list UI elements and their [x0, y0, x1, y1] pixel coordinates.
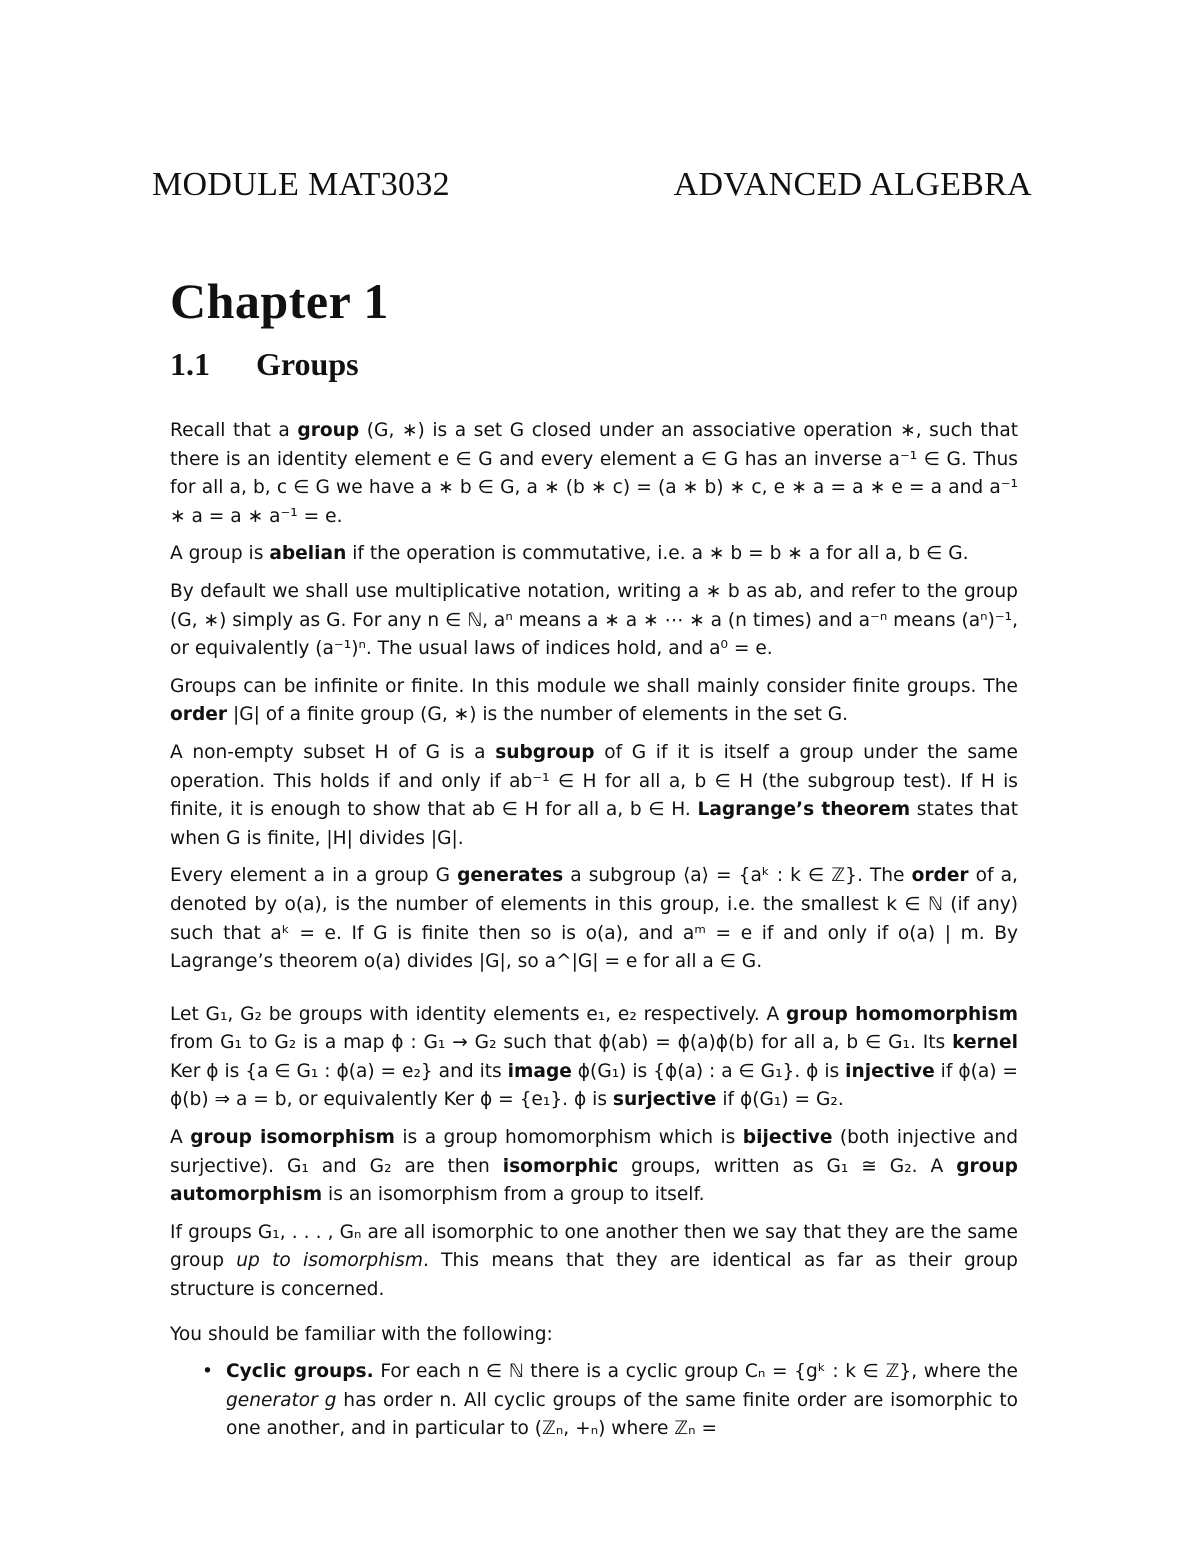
keyword-group: group — [297, 420, 360, 441]
keyword-lagrange: Lagrange’s theorem — [697, 799, 911, 821]
paragraph-generates: Every element a in a group G generates a subgroup ⟨a⟩ = {aᵏ : k ∈ ℤ}. The order of a, denoted by o(a), is the number of elements in this group, i.e. the smallest k ∈ ℕ (if any) such that aᵏ = e. If G is finite then so is o(a), and aᵐ = e if and only if o(a) | m. By Lagrange’s theorem o(a) divides |G|, so a^|G| = e for all a ∈ G. — [170, 865, 1018, 973]
section-title: Groups — [256, 346, 359, 382]
paragraph-abelian: A group is abelian if the operation is commutative, i.e. a ∗ b = b ∗ a for all a, b ∈ G. — [170, 543, 969, 565]
keyword-injective: injective — [845, 1060, 935, 1082]
keyword-homomorphism: group homomorphism — [786, 1003, 1018, 1025]
keyword-image: image — [507, 1060, 572, 1082]
paragraph-order: Groups can be infinite or finite. In this module we shall mainly consider finite groups. The order |G| of a finite group (G, ∗) is the number of elements in the set G. — [170, 675, 1018, 726]
keyword-surjective: surjective — [612, 1089, 717, 1111]
paragraph-group-definition: Recall that a group (G, ∗) is a set G closed under an associative operation ∗, such that there is an identity element e ∈ G and every element a ∈ G has an inverse a⁻¹ ∈ G. Thus for all a, b, c ∈ G we have a ∗ b ∈ G, a ∗ (b ∗ c) = (a ∗ b) ∗ c, e ∗ a = a ∗ e = a and a⁻¹ ∗ a = a ∗ a⁻¹ = e. — [170, 420, 1019, 527]
list-item-cyclic-groups: • Cyclic groups. For each n ∈ ℕ there is a cyclic group Cₙ = {gᵏ : k ∈ ℤ}, where the generator g has order n. All cyclic groups of the same finite order are isomorphic to one another, and in particular to (ℤₙ, +ₙ) where ℤₙ = — [170, 1358, 1018, 1444]
course-title: ADVANCED ALGEBRA — [673, 166, 1032, 203]
chapter-title: Chapter 1 — [170, 273, 389, 329]
paragraph-notation: By default we shall use multiplicative notation, writing a ∗ b as ab, and refer to the group (G, ∗) simply as G. For any n ∈ ℕ, aⁿ means a ∗ a ∗ ⋯ ∗ a (n times) and a⁻ⁿ means (aⁿ)⁻¹, or equivalently (a⁻¹)ⁿ. The usual laws of indices hold, and a⁰ = e. — [170, 580, 1018, 660]
paragraph-familiar: You should be familiar with the following: — [170, 1323, 553, 1345]
keyword-cyclic-groups: Cyclic groups. — [226, 1361, 374, 1383]
paragraph-up-to-isomorphism: If groups G₁, . . . , Gₙ are all isomorphic to one another then we say that they are the same group up to isomorphism. This means that they are identical as far as their group structure is concerned. — [170, 1221, 1018, 1301]
keyword-order: order — [170, 704, 228, 726]
keyword-isomorphism: group isomorphism — [190, 1127, 395, 1149]
keyword-bijective: bijective — [742, 1127, 833, 1149]
paragraph-isomorphism: A group isomorphism is a group homomorphism which is bijective (both injective and surjective). G₁ and G₂ are then isomorphic groups, written as G₁ ≅ G₂. A group automorphism is an isomorphism from a group to itself. — [170, 1127, 1019, 1206]
keyword-abelian: abelian — [269, 543, 347, 565]
emphasis-up-to-isomorphism: up to isomorphism — [236, 1250, 423, 1272]
module-code: MODULE MAT3032 — [152, 166, 450, 203]
emphasis-generator: generator g — [226, 1389, 337, 1411]
module-header — [152, 166, 1032, 204]
bullet-list — [170, 1358, 1018, 1444]
bullet-icon: • — [202, 1361, 213, 1383]
paragraph-subgroup: A non-empty subset H of G is a subgroup of G if it is itself a group under the same operation. This holds if and only if ab⁻¹ ∈ H for all a, b ∈ H (the subgroup test). If H is finite, it is enough to show that ab ∈ H for all a, b ∈ H. Lagrange’s theorem states that when G is finite, |H| divides |G|. — [170, 741, 1018, 849]
section-number: 1.1 — [170, 346, 210, 382]
keyword-isomorphic: isomorphic — [502, 1155, 619, 1177]
keyword-subgroup: subgroup — [495, 741, 595, 763]
keyword-generates: generates — [457, 865, 564, 887]
keyword-element-order: order — [911, 865, 969, 887]
keyword-automorphism: group automorphism — [170, 1155, 1018, 1206]
paragraph-homomorphism: Let G₁, G₂ be groups with identity elements e₁, e₂ respectively. A group homomorphism from G₁ to G₂ is a map ϕ : G₁ → G₂ such that ϕ(ab) = ϕ(a)ϕ(b) for all a, b ∈ G₁. Its kernel Ker ϕ is {a ∈ G₁ : ϕ(a) = e₂} and its image ϕ(G₁) is {ϕ(a) : a ∈ G₁}. ϕ is injective if ϕ(a) = ϕ(b) ⇒ a = b, or equivalently Ker ϕ = {e₁}. ϕ is surjective if ϕ(G₁) = G₂. — [170, 1003, 1018, 1111]
body-text — [170, 417, 1018, 1444]
section-heading — [170, 346, 359, 383]
keyword-kernel: kernel — [952, 1032, 1018, 1054]
